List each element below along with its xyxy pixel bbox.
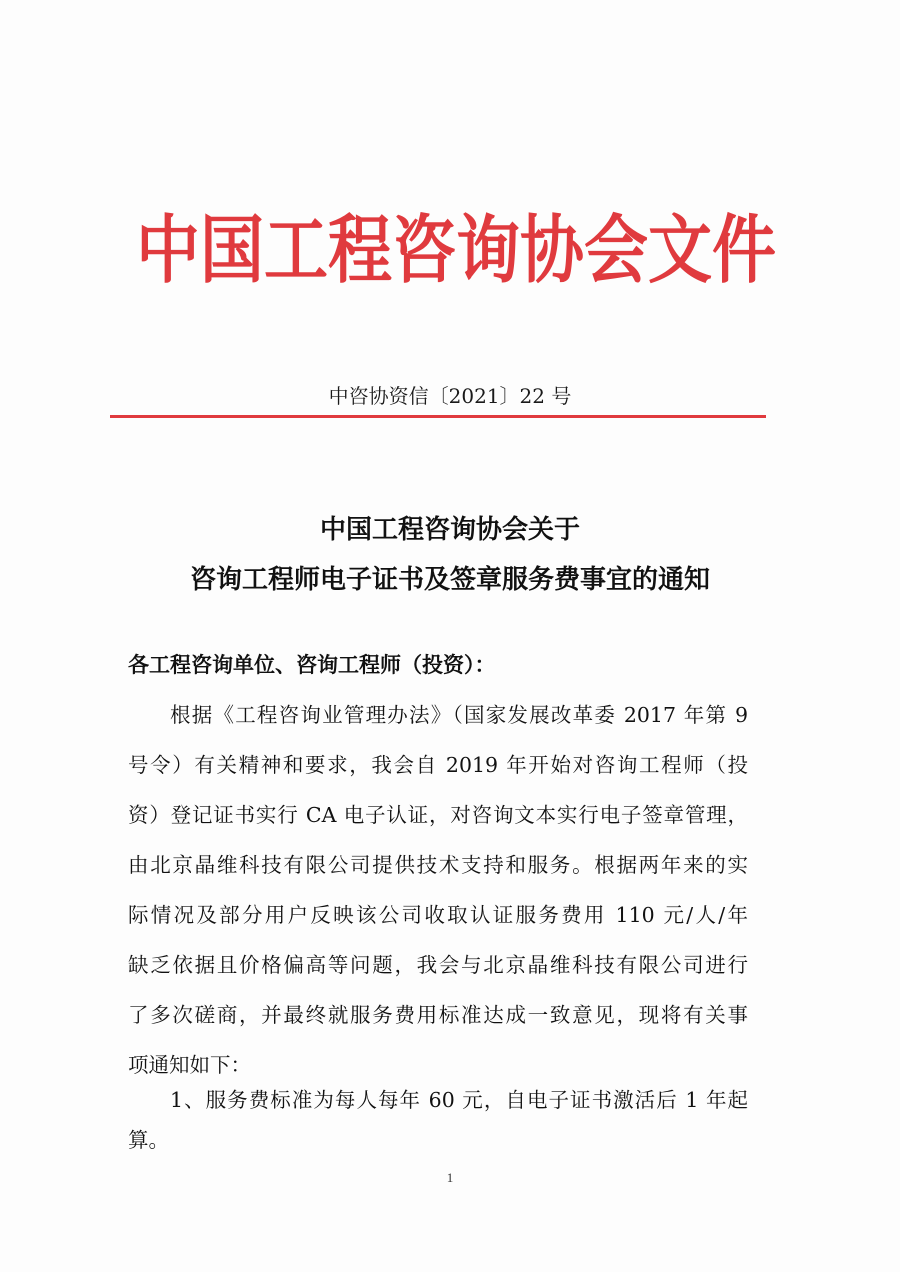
body-text-line: 1、服务费标准为每人每年 60 元，自电子证书激活后 1 年起	[170, 1088, 748, 1112]
body-text-line: 项通知如下：	[128, 1053, 251, 1077]
addressee: 各工程咨询单位、咨询工程师（投资）：	[128, 653, 496, 677]
body-text-line: 由北京晶维科技有限公司提供技术支持和服务。根据两年来的实	[128, 853, 748, 877]
notice-title-line-2: 咨询工程师电子证书及签章服务费事宜的通知	[189, 565, 710, 595]
masthead-title: 中国工程咨询协会文件	[136, 207, 776, 294]
body-text-line: 了多次磋商，并最终就服务费用标准达成一致意见，现将有关事	[128, 1003, 748, 1027]
body-text-line: 号令）有关精神和要求，我会自 2019 年开始对咨询工程师（投	[128, 753, 748, 777]
body-text-line: 算。	[128, 1128, 169, 1152]
body-text-line: 际情况及部分用户反映该公司收取认证服务费用 110 元/人/年	[128, 903, 748, 927]
body-text-line: 缺乏依据且价格偏高等问题，我会与北京晶维科技有限公司进行	[128, 953, 748, 977]
red-divider-line	[110, 415, 766, 418]
document-number: 中咨协资信〔2021〕22 号	[328, 384, 572, 408]
body-text-line: 资）登记证书实行 CA 电子认证，对咨询文本实行电子签章管理，	[128, 803, 748, 827]
page-number: 1	[446, 1170, 454, 1185]
notice-title-line-1: 中国工程咨询协会关于	[319, 515, 580, 545]
body-text-line: 根据《工程咨询业管理办法》（国家发展改革委 2017 年第 9	[170, 703, 748, 727]
